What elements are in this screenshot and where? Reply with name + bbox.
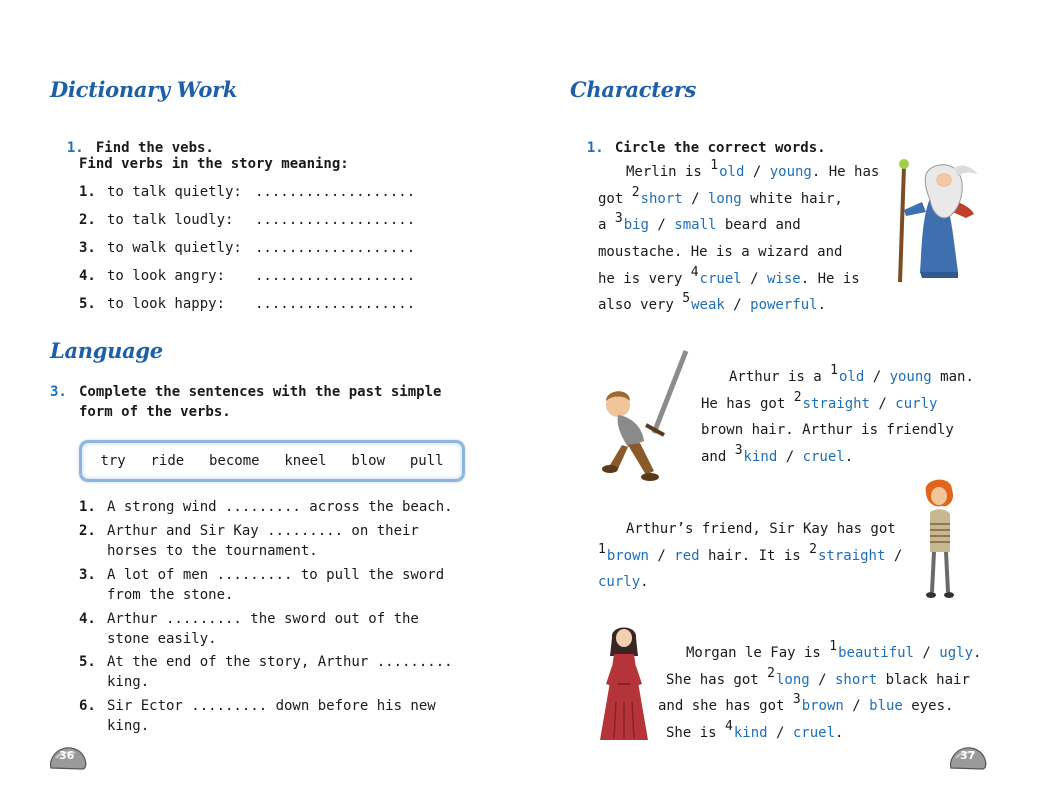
question-number: 1. (66, 140, 84, 156)
list-item: 5. to look happy: ................... (79, 296, 416, 312)
question-number: 1. (586, 140, 604, 156)
page-number-stone (48, 744, 88, 770)
dictionary-work-heading: Dictionary Work (50, 77, 238, 102)
option[interactable]: young (889, 369, 932, 385)
sentence-continuation: horses to the tournament. (107, 543, 318, 559)
question-1-right (570, 124, 826, 156)
word: kneel (284, 453, 327, 469)
option[interactable]: long (775, 671, 810, 688)
sentence-continuation: from the stone. (107, 587, 234, 603)
question-title-line2: form of the verbs. (79, 404, 231, 420)
sentence-continuation: king. (107, 674, 150, 690)
option[interactable]: long (708, 190, 742, 207)
list-item: 2. to talk loudly: ................... (79, 212, 416, 228)
arthur-paragraph: Arthur is a $^1$old / young man. He has got $^2$straight / curly brown hair. Arthur is friendly and $^3$kind / cruel. (701, 363, 974, 466)
page-number-stone (948, 744, 988, 770)
option[interactable]: cruel (792, 725, 836, 742)
option[interactable]: beautiful (838, 645, 914, 661)
option[interactable]: curly (598, 574, 641, 591)
word: ride (150, 453, 185, 469)
option[interactable]: young (769, 164, 812, 180)
word: become (209, 453, 260, 469)
characters-heading: Characters (570, 77, 696, 102)
word: try (100, 453, 126, 469)
list-item: 1. to talk quietly: ................... (79, 184, 416, 200)
answer-blank[interactable]: ................... (255, 212, 416, 228)
option[interactable]: small (674, 217, 717, 234)
language-heading: Language (50, 338, 163, 363)
sentence-item: 2. Arthur and Sir Kay ......... on their (79, 523, 419, 539)
option[interactable]: old (838, 369, 865, 385)
word: pull (409, 453, 444, 469)
arthur-illustration (598, 347, 694, 483)
answer-blank[interactable]: ................... (255, 268, 416, 284)
question-title: Find the vebs. (95, 140, 214, 156)
sentence-continuation: king. (107, 718, 150, 734)
answer-blank[interactable]: ................... (255, 296, 416, 312)
option[interactable]: kind (733, 725, 768, 742)
option[interactable]: cruel (699, 270, 742, 287)
option[interactable]: brown (606, 547, 649, 564)
answer-blank[interactable]: ................... (255, 240, 416, 256)
option[interactable]: blue (869, 698, 903, 715)
question-number: 3. (50, 384, 67, 400)
merlin-paragraph: Merlin is $^1$old / young. He has got $^2$short / long white hair, a $^3$big / small beard and moustache. He is a wizard and he is very $^4$cruel / wise. He is also very $^5$weak / powerful. (598, 158, 880, 314)
option[interactable]: big (623, 217, 649, 234)
option[interactable]: powerful (750, 297, 818, 314)
morgan-paragraph: Morgan le Fay is $^1$beautiful / ugly. She has got $^2$long / short black hair and she has got $^3$brown / blue eyes. She is $^4$kind / cruel. (658, 639, 982, 742)
merlin-illustration (892, 154, 982, 286)
word-box (79, 440, 465, 482)
kay-paragraph: Arthur’s friend, Sir Kay has got $^1$brown / red hair. It is $^2$straight / curly. (598, 521, 903, 591)
question-title: Circle the correct words. (614, 140, 826, 156)
option[interactable]: old (719, 164, 745, 180)
sentence-item: 3. A lot of men ......... to pull the sword (79, 567, 445, 583)
sentence-continuation: stone easily. (107, 631, 217, 647)
word: blow (351, 453, 386, 469)
option[interactable]: wise (767, 270, 801, 287)
page-number: 37 (960, 749, 976, 762)
option[interactable]: short (640, 190, 683, 207)
option[interactable]: straight (802, 395, 870, 412)
option[interactable]: ugly (939, 645, 973, 661)
option[interactable]: red (674, 547, 700, 564)
option[interactable]: kind (743, 449, 778, 466)
list-item: 4. to look angry: ................... (79, 268, 416, 284)
question-title: Complete the sentences with the past simple (79, 384, 442, 400)
list-item: 3. to walk quietly: ................... (79, 240, 416, 256)
page-number: 36 (59, 749, 75, 762)
kay-illustration (918, 474, 960, 602)
answer-blank[interactable]: ................... (255, 184, 416, 200)
option[interactable]: straight (817, 547, 886, 564)
morgan-illustration (598, 622, 652, 744)
find-intro: Find verbs in the story meaning: (79, 156, 349, 172)
option[interactable]: cruel (802, 449, 845, 466)
sentence-item: 1. A strong wind ......... across the beach. (79, 499, 453, 515)
option[interactable]: weak (691, 297, 725, 314)
sentence-item: 5. At the end of the story, Arthur ......... (79, 654, 453, 670)
sentence-item: 6. Sir Ector ......... down before his new (79, 698, 436, 714)
sentence-item: 4. Arthur ......... the sword out of the (79, 611, 419, 627)
option[interactable]: curly (895, 395, 938, 412)
option[interactable]: short (835, 671, 878, 688)
option[interactable]: brown (801, 698, 844, 715)
question-1 (50, 124, 214, 156)
